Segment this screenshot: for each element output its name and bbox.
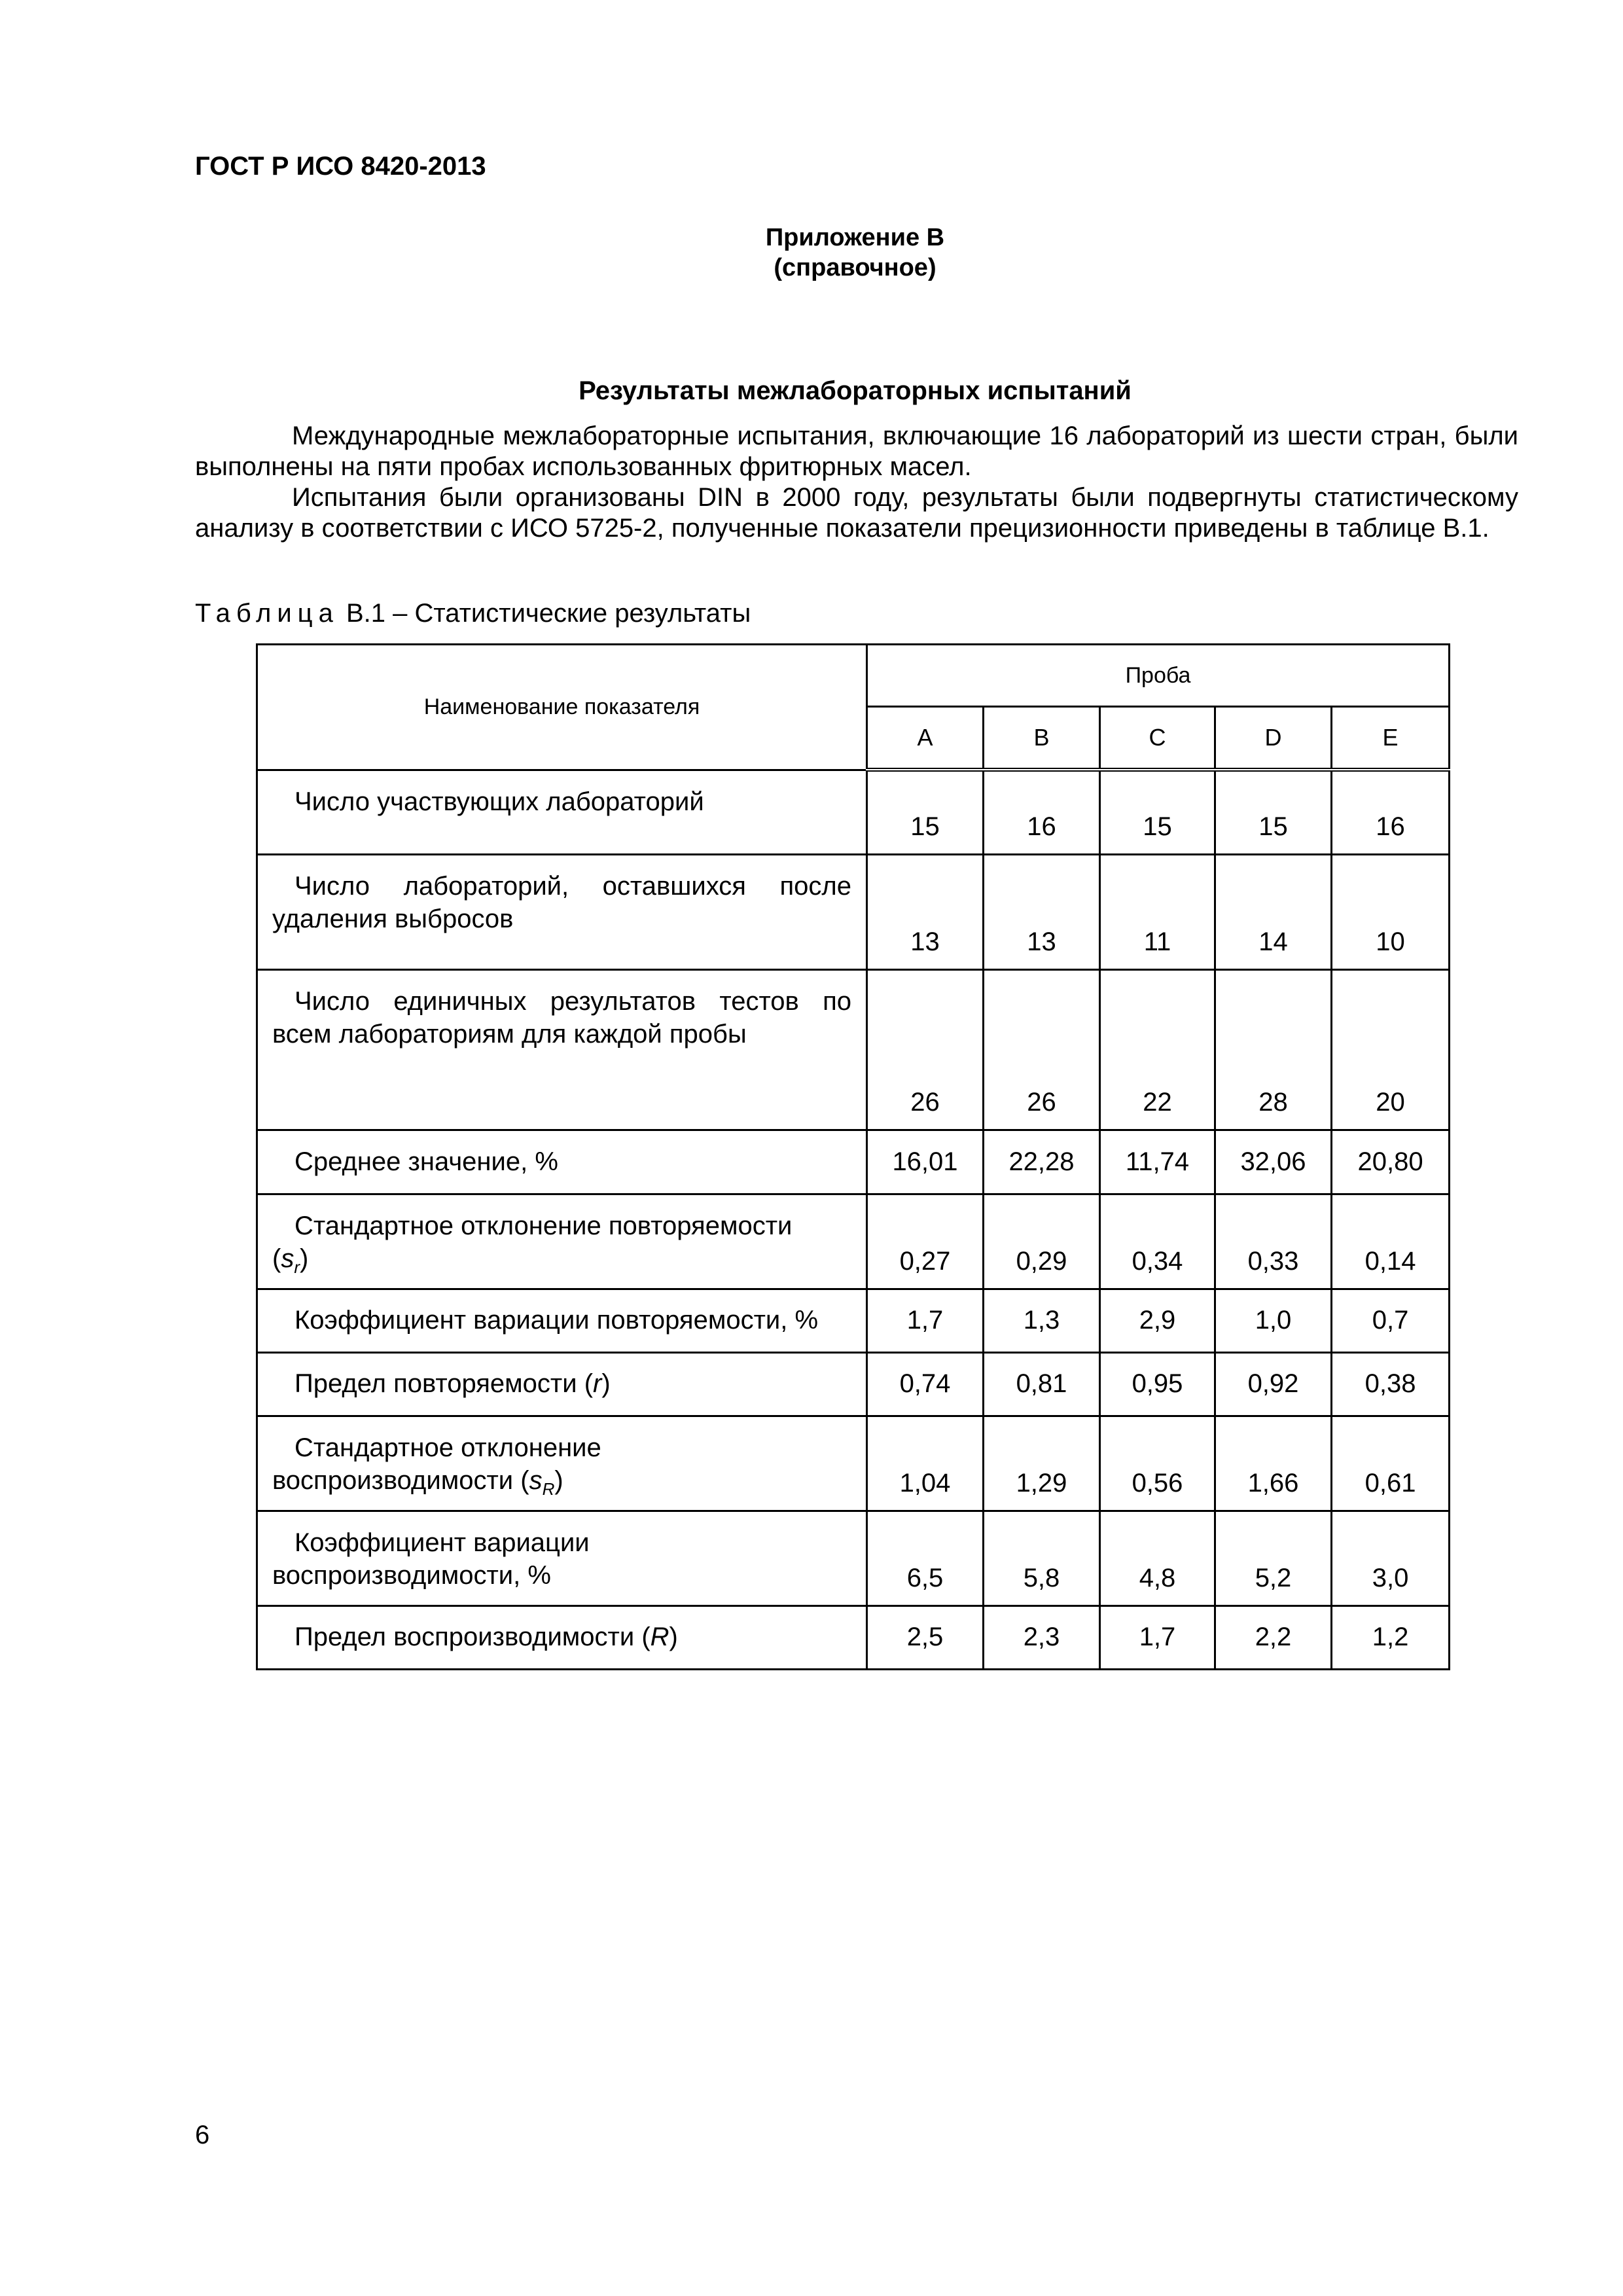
table-header-row [257, 645, 1450, 707]
row-label-text: Стандартное отклонение повторяемости [294, 1211, 793, 1240]
table-cell: 10 [1332, 854, 1450, 969]
table-cell: 1,3 [984, 1289, 1100, 1352]
table-cell: 14 [1215, 854, 1332, 969]
symbol: s [529, 1465, 543, 1495]
table-cell: 0,74 [867, 1352, 984, 1416]
table-cell: 1,29 [984, 1416, 1100, 1511]
row-label-line1: Стандартное отклонение [294, 1433, 601, 1462]
table-cell: 6,5 [867, 1511, 984, 1605]
table-cell: 2,3 [984, 1605, 1100, 1669]
row-label-text: воспроизводимости [272, 1465, 514, 1495]
table-cell: 1,2 [1332, 1605, 1450, 1669]
table-cell: 16 [1332, 770, 1450, 854]
table-row [257, 1605, 1450, 1669]
table-cell: 0,38 [1332, 1352, 1450, 1416]
table-cell: 20,80 [1332, 1130, 1450, 1194]
table-row [257, 1511, 1450, 1605]
table-row [257, 1352, 1450, 1416]
table-cell: 0,29 [984, 1194, 1100, 1289]
paragraph-1: Международные межлабораторные испытания, включающие 16 лабораторий из шести стран, были выполнены на пяти пробах использованных фритюрных масел. [195, 422, 1518, 481]
column-header-a: A [867, 707, 984, 770]
table-cell: 0,95 [1100, 1352, 1215, 1416]
table-caption [195, 599, 751, 628]
table-cell: 28 [1215, 969, 1332, 1130]
table-cell: 26 [867, 969, 984, 1130]
header-sample-group: Проба [867, 645, 1450, 707]
row-label-text: Число единичных результатов тестов по всем лабораториям для каждой пробы [272, 986, 851, 1049]
appendix-title: Приложение В [765, 224, 945, 251]
table-cell: 0,92 [1215, 1352, 1332, 1416]
row-label-text: Предел воспроизводимости [294, 1623, 635, 1651]
symbol-subscript: r [294, 1257, 300, 1277]
appendix-subtitle: (справочное) [774, 254, 936, 281]
table-cell: 13 [867, 854, 984, 969]
caption-text: В.1 – Статистические результаты [346, 599, 751, 628]
row-label-symbol: $(s_r)$ [272, 1244, 309, 1277]
table-cell: 20 [1332, 969, 1450, 1130]
table-cell: 1,66 [1215, 1416, 1332, 1511]
table-cell: 0,14 [1332, 1194, 1450, 1289]
table-cell: 0,7 [1332, 1289, 1450, 1352]
table-cell: 16,01 [867, 1130, 984, 1194]
table-cell: 1,0 [1215, 1289, 1332, 1352]
table-cell: 0,61 [1332, 1416, 1450, 1511]
row-label: Коэффициент вариации повторяемости, % [257, 1289, 867, 1352]
table-cell: 15 [1100, 770, 1215, 854]
table-cell: 5,2 [1215, 1511, 1332, 1605]
row-label-line2: воспроизводимости, % [272, 1560, 551, 1590]
table-row [257, 969, 1450, 1130]
paragraph-2: Испытания были организованы DIN в 2000 году, результаты были подвергнуты статистическому анализу в соответствии с ИСО 5725-2, полученные показатели прецизионности приведены в таблице В.1. [195, 483, 1518, 543]
table-cell: 2,2 [1215, 1605, 1332, 1669]
page-number: 6 [195, 2121, 210, 2149]
table-cell: 26 [984, 969, 1100, 1130]
row-label-text: Число лабораторий, оставшихся после удаления выбросов [272, 871, 851, 933]
table-cell: 0,56 [1100, 1416, 1215, 1511]
symbol: r [593, 1369, 602, 1398]
table-row [257, 1416, 1450, 1511]
table-cell: 22 [1100, 969, 1215, 1130]
column-header-e: E [1332, 707, 1450, 770]
row-label [257, 1511, 867, 1605]
table-cell: 22,28 [984, 1130, 1100, 1194]
row-label [257, 969, 867, 1130]
document-id: ГОСТ Р ИСО 8420-2013 [195, 152, 486, 181]
table-cell: 16 [984, 770, 1100, 854]
table-cell: 2,9 [1100, 1289, 1215, 1352]
header-indicator-name: Наименование показателя [257, 645, 867, 770]
symbol: s [281, 1244, 294, 1273]
table-cell: 15 [867, 770, 984, 854]
table-row [257, 1194, 1450, 1289]
table-cell: 0,27 [867, 1194, 984, 1289]
table-cell: 13 [984, 854, 1100, 969]
row-label: Предел воспроизводимости (R) [257, 1605, 867, 1669]
table-cell: 2,5 [867, 1605, 984, 1669]
row-label [257, 854, 867, 969]
table-cell: 0,81 [984, 1352, 1100, 1416]
row-label: Предел повторяемости (r) [257, 1352, 867, 1416]
table-cell: 0,33 [1215, 1194, 1332, 1289]
row-label-text: Предел повторяемости [294, 1369, 577, 1398]
row-label: Среднее значение, % [257, 1130, 867, 1194]
table-cell: 1,7 [1100, 1605, 1215, 1669]
table-cell: 4,8 [1100, 1511, 1215, 1605]
table-cell: 11,74 [1100, 1130, 1215, 1194]
table-cell: 32,06 [1215, 1130, 1332, 1194]
section-title: Результаты межлабораторных испытаний [579, 376, 1132, 405]
results-table [256, 643, 1450, 1670]
symbol-subscript: R [542, 1479, 555, 1499]
table-cell: 11 [1100, 854, 1215, 969]
table-cell: 3,0 [1332, 1511, 1450, 1605]
column-header-b: B [984, 707, 1100, 770]
table-row [257, 854, 1450, 969]
row-label-line2: воспроизводимости $(s_R)$ [272, 1465, 563, 1499]
table-row [257, 770, 1450, 854]
column-header-c: C [1100, 707, 1215, 770]
table-row [257, 1130, 1450, 1194]
table-row [257, 1289, 1450, 1352]
row-label [257, 1416, 867, 1511]
caption-word: Таблица [195, 599, 339, 628]
table-cell: 1,7 [867, 1289, 984, 1352]
row-label [257, 1194, 867, 1289]
column-header-d: D [1215, 707, 1332, 770]
body-text [195, 421, 1518, 544]
row-label [257, 770, 867, 854]
table-cell: 0,34 [1100, 1194, 1215, 1289]
row-label-line1: Коэффициент вариации [294, 1528, 590, 1557]
table-cell: 1,04 [867, 1416, 984, 1511]
row-label-text: Число участвующих лабораторий [294, 787, 704, 816]
table-cell: 15 [1215, 770, 1332, 854]
symbol: R [650, 1623, 669, 1651]
table-cell: 5,8 [984, 1511, 1100, 1605]
